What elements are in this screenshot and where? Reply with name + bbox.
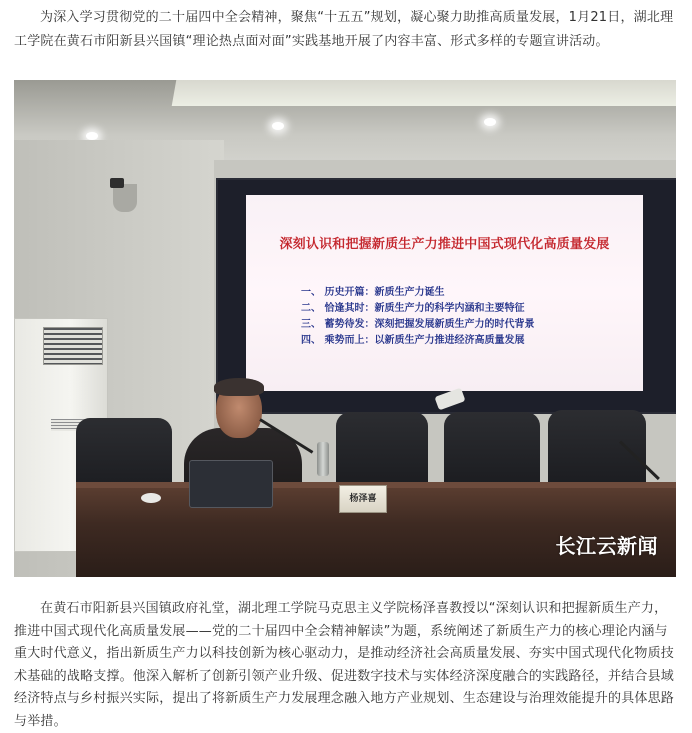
body-paragraph: 在黄石市阳新县兴国镇政府礼堂，湖北理工学院马克思主义学院杨泽喜教授以“深刻认识和把握新质生产力，推进中国式现代化高质量发展——党的二十届四中全会精神解读”为题，系统阐述了新质生产力的核心理论内涵与重大时代意义，指出新质生产力以科技创新为核心驱动力，是推动经济社会高质量发展、夯实中国式现代化物质技术基础的战略支撑。他深入解析了创新引领产业升级、促进数字技术与实体经济深度融合的实践路径，并结合县域经济特点与乡村振兴实际，提出了将新质生产力发展理念融入地方产业规划、生态建设与治理效能提升的具体思路与举措。 (14, 601, 675, 729)
chair (444, 412, 540, 492)
screen-outline (301, 285, 534, 349)
screen-outline-item: 二、 恰逢其时：新质生产力的科学内涵和主要特征 (301, 303, 525, 314)
ceiling-light (484, 118, 496, 126)
laptop (189, 460, 273, 508)
ceiling-light (272, 122, 284, 130)
water-bottle (317, 442, 329, 476)
screen-outline-item: 三、 蓄势待发：深刻把握发展新质生产力的时代背景 (301, 319, 535, 330)
projection-screen (246, 195, 643, 391)
name-plate: 杨泽喜 (339, 485, 387, 513)
screen-outline-item: 一、 历史开篇：新质生产力诞生 (301, 287, 445, 298)
security-camera (110, 178, 124, 188)
ac-vent (43, 327, 103, 365)
computer-mouse (141, 493, 161, 503)
ceiling-light (86, 132, 98, 140)
screen-outline-item: 四、 乘势而上：以新质生产力推进经济高质量发展 (301, 335, 525, 346)
speaker-hair (214, 378, 264, 396)
camera-mount (113, 184, 137, 212)
intro-paragraph: 为深入学习贯彻党的二十届四中全会精神，聚焦“十五五”规划，凝心聚力助推高质量发展，1月21日，湖北理工学院在黄石市阳新县兴国镇“理论热点面对面”实践基地开展了内容丰富、形式多样的专题宣讲活动。 (14, 10, 674, 49)
screen-title: 深刻认识和把握新质生产力推进中国式现代化高质量发展 (279, 237, 610, 252)
watermark-logo: 长江云新闻 (555, 534, 658, 558)
ceiling-strip (172, 80, 676, 106)
lecture-photo (14, 80, 676, 577)
chair (336, 412, 428, 492)
